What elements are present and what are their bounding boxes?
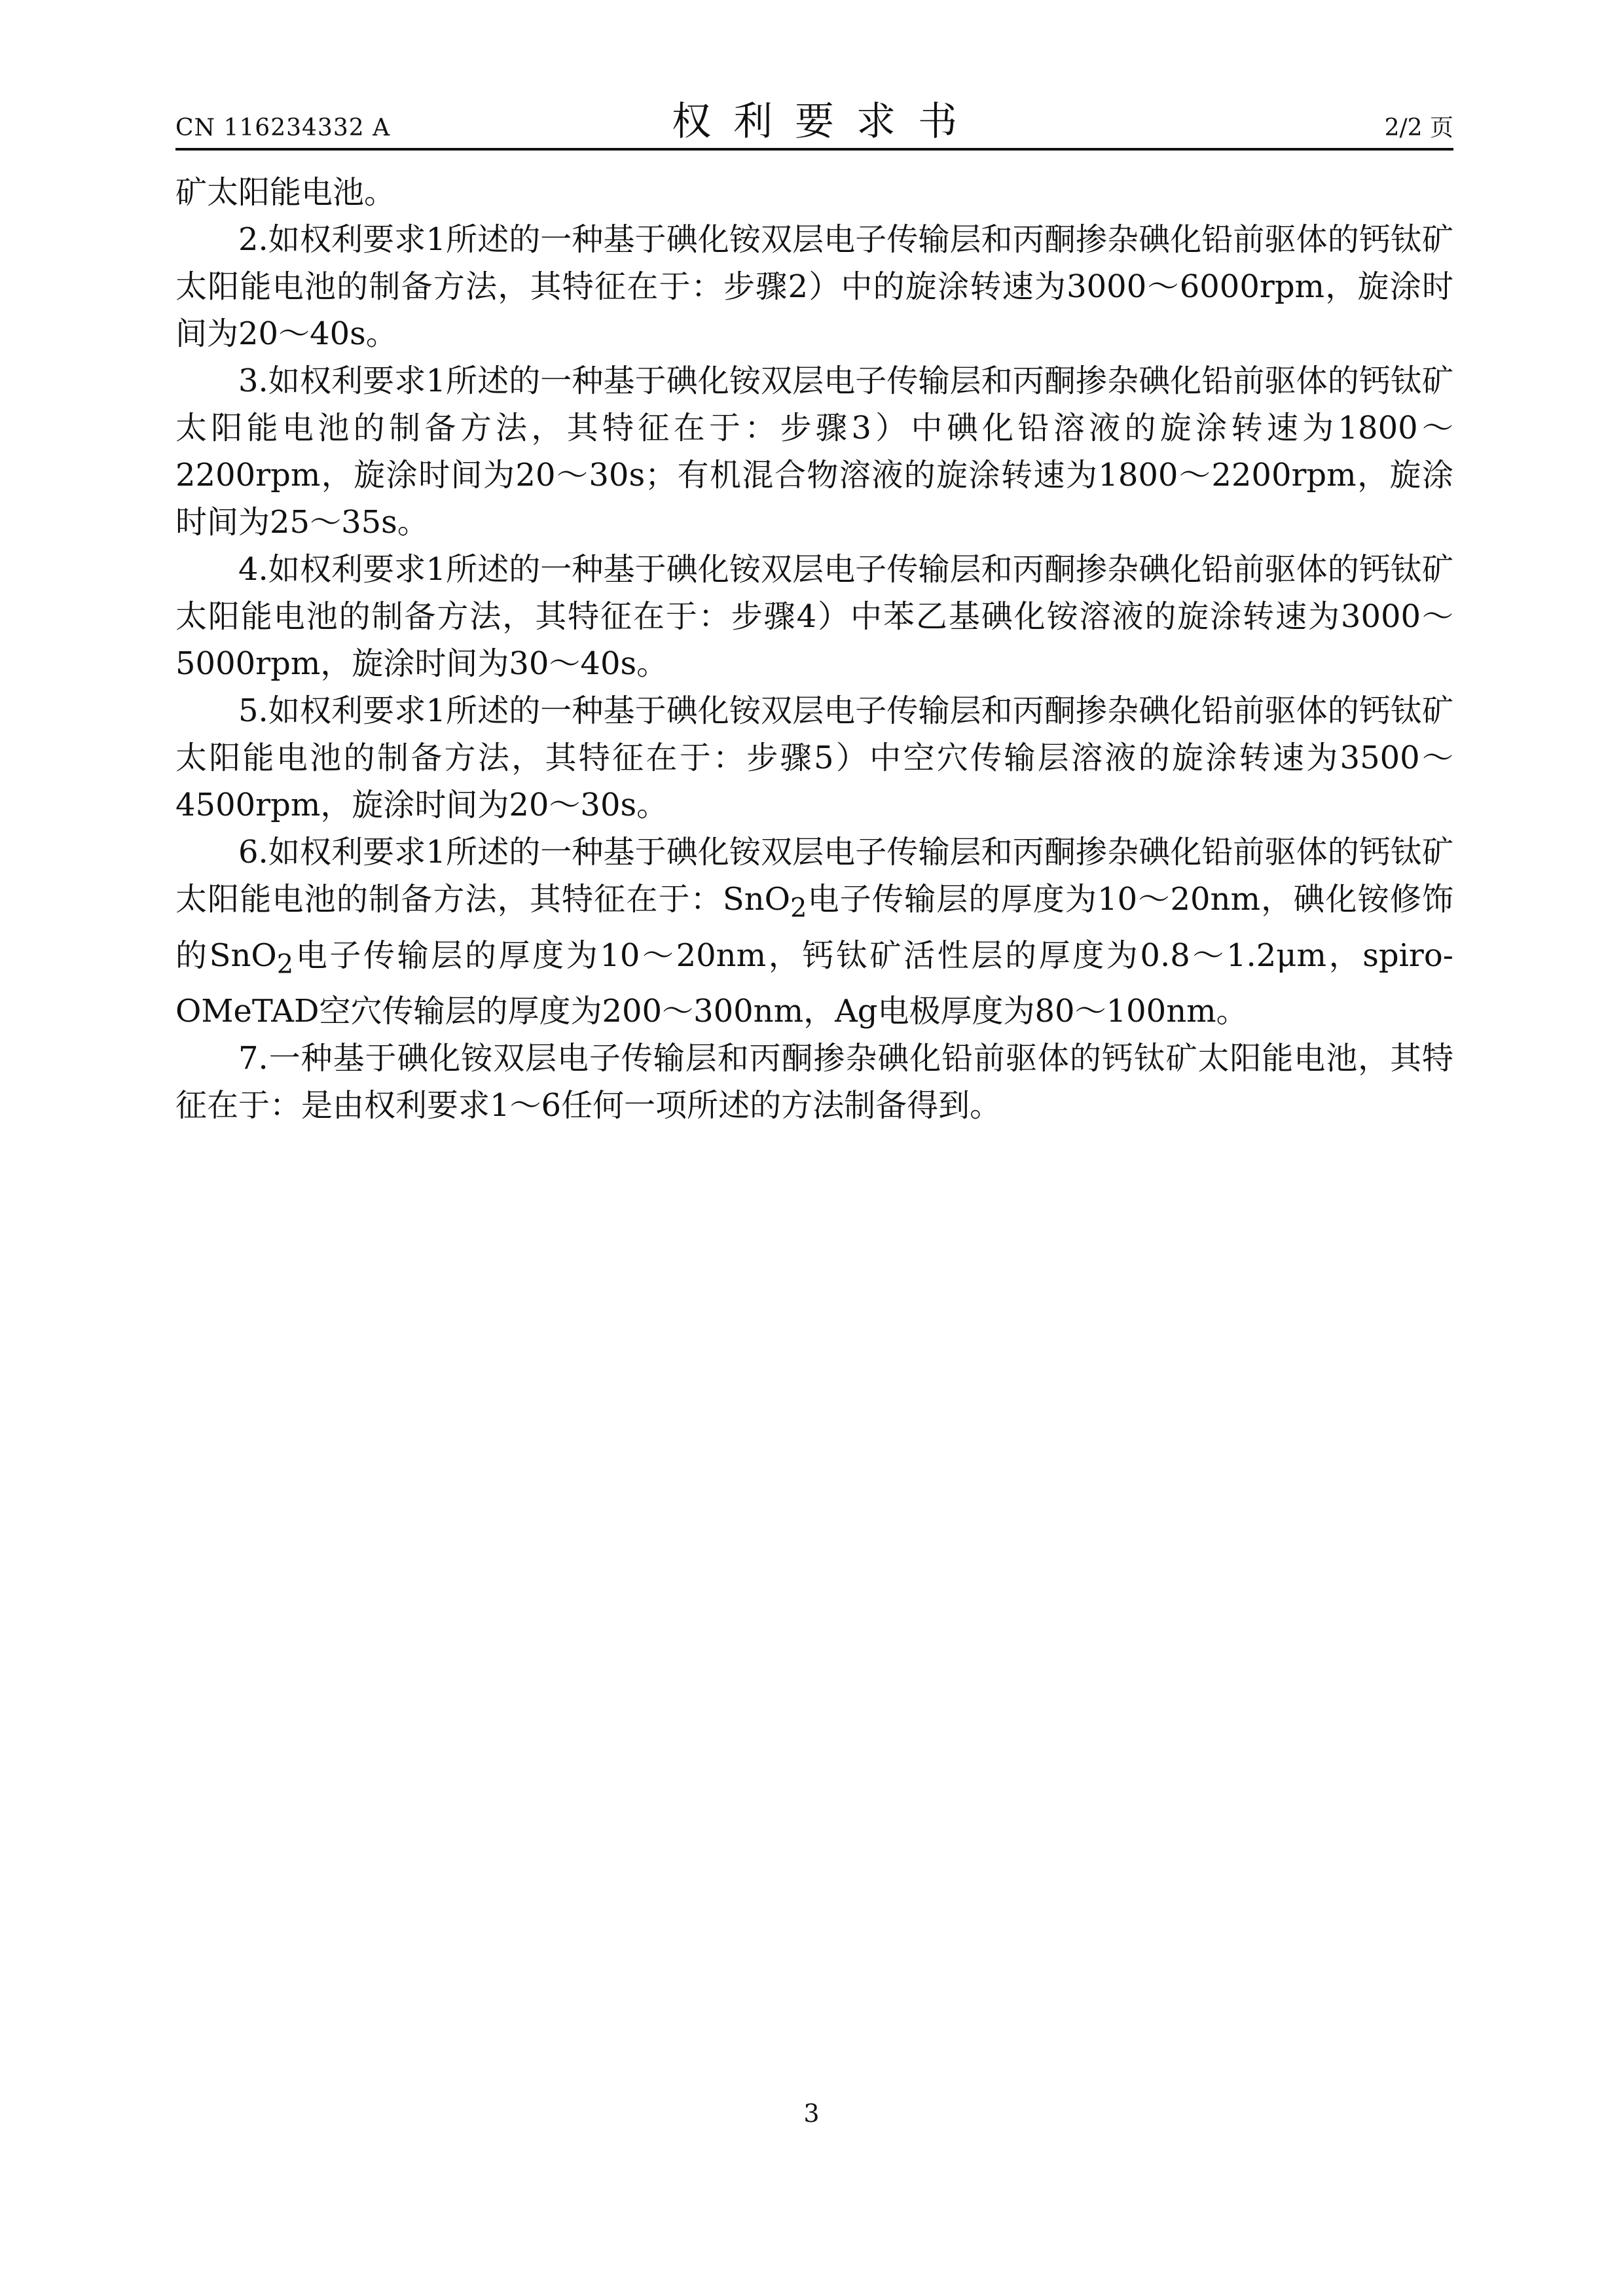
claims-body <box>175 169 1453 1129</box>
page-header <box>175 98 1453 145</box>
claim-5: 5.如权利要求1所述的一种基于碘化铵双层电子传输层和丙酮掺杂碘化铅前驱体的钙钛矿太阳能电池的制备方法，其特征在于：步骤5）中空穴传输层溶液的旋涂转速为3500～4500rpm，旋涂时间为20～30s。 <box>175 692 1453 823</box>
claim-7: 7.一种基于碘化铵双层电子传输层和丙酮掺杂碘化铅前驱体的钙钛矿太阳能电池，其特征在于：是由权利要求1～6任何一项所述的方法制备得到。 <box>175 1040 1453 1124</box>
publication-number: CN 116234332 A <box>175 115 391 141</box>
claim-continuation: 矿太阳能电池。 <box>175 174 396 211</box>
document-title: 权利要求书 <box>672 99 979 145</box>
claim-2: 2.如权利要求1所述的一种基于碘化铵双层电子传输层和丙酮掺杂碘化铅前驱体的钙钛矿太阳能电池的制备方法，其特征在于：步骤2）中的旋涂转速为3000～6000rpm，旋涂时间为20～40s。 <box>175 221 1453 352</box>
header-divider <box>175 148 1453 151</box>
claim-6-subscript-2: 2 <box>276 949 294 980</box>
claim-6 <box>175 829 1453 1035</box>
claim-6-text-1: 6.如权利要求1所述的一种基于碘化铵双层电子传输层和丙酮掺杂碘化铅前驱体的钙钛矿太阳能电池的制备方法，其特征在于：SnO <box>175 834 1453 918</box>
claim-6-subscript-1: 2 <box>790 893 807 924</box>
claim-3: 3.如权利要求1所述的一种基于碘化铵双层电子传输层和丙酮掺杂碘化铅前驱体的钙钛矿太阳能电池的制备方法，其特征在于：步骤3）中碘化铅溶液的旋涂转速为1800～2200rpm，旋涂时间为20～30s；有机混合物溶液的旋涂转速为1800～2200rpm，旋涂时间为25～35s。 <box>175 363 1453 541</box>
page-number: 3 <box>803 2099 820 2128</box>
page-indicator: 2/2 页 <box>1384 115 1453 141</box>
claim-4: 4.如权利要求1所述的一种基于碘化铵双层电子传输层和丙酮掺杂碘化铅前驱体的钙钛矿太阳能电池的制备方法，其特征在于：步骤4）中苯乙基碘化铵溶液的旋涂转速为3000～5000rpm，旋涂时间为30～40s。 <box>175 551 1453 682</box>
claim-6-text-3: 电子传输层的厚度为10～20nm，钙钛矿活性层的厚度为0.8～1.2μm，spiro-OMeTAD空穴传输层的厚度为200～300nm，Ag电极厚度为80～100nm。 <box>175 937 1453 1030</box>
claim-6-text-2: 电子传输层的厚度为10～20nm，碘化铵修饰的SnO <box>175 881 1453 974</box>
